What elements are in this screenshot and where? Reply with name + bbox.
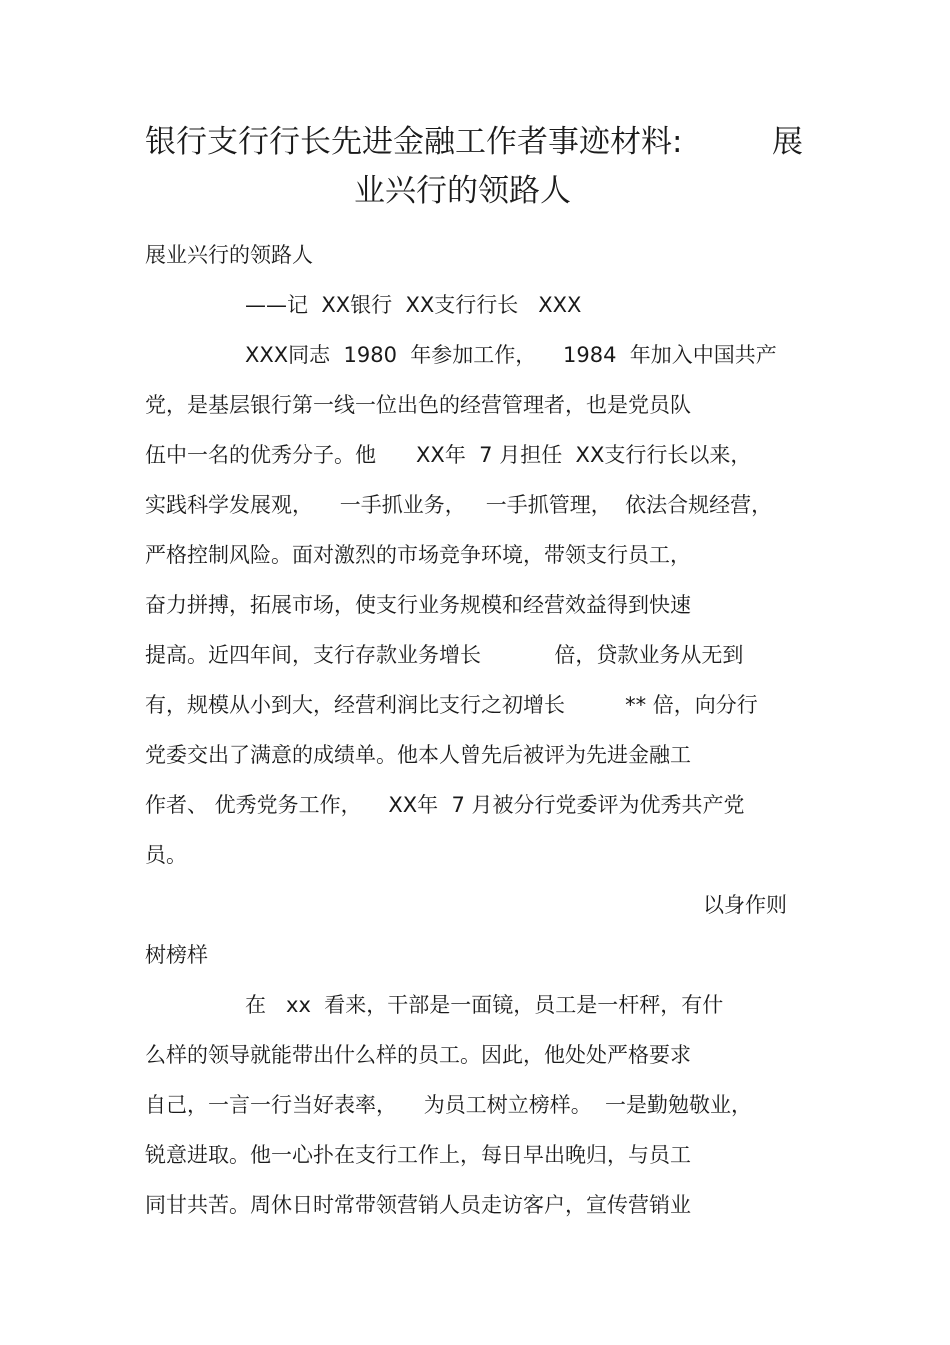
paragraph-line: 实践科学发展观， 一手抓业务， 一手抓管理， 依法合规经营， [145,493,773,517]
paragraph-line: 同甘共苦。周休日时常带领营销人员走访客户，宣传营销业 [145,1193,691,1217]
paragraph-line: XXX同志 1980 年参加工作， 1984 年加入中国共产 [245,343,777,367]
paragraph-line: 党委交出了满意的成绩单。他本人曾先后被评为先进金融工 [145,743,691,767]
document-byline: ——记 XX银行 XX支行行长 XXX [245,293,582,317]
paragraph-line: 员。 [145,843,187,867]
document-title-line-1-tail: 展 [772,124,803,160]
section-heading-left: 树榜样 [145,943,208,967]
paragraph-line: 提高。近四年间，支行存款业务增长 倍，贷款业务从无到 [145,643,744,667]
paragraph-line: 党，是基层银行第一线一位出色的经营管理者，也是党员队 [145,393,691,417]
document-title-line-1: 银行支行行长先进金融工作者事迹材料: [145,124,683,160]
paragraph-line: 自己，一言一行当好表率， 为员工树立榜样。 一是勤勉敬业， [145,1093,753,1117]
document-subtitle: 展业兴行的领路人 [145,243,313,267]
paragraph-line: 严格控制风险。面对激烈的市场竞争环境，带领支行员工， [145,543,691,567]
paragraph-line: 么样的领导就能带出什么样的员工。因此，他处处严格要求 [145,1043,691,1067]
paragraph-line: 作者、 优秀党务工作， XX年 7 月被分行党委评为优秀共产党 [145,793,745,817]
paragraph-line: 伍中一名的优秀分子。他 XX年 7 月担任 XX支行行长以来， [145,443,752,467]
document-title-line-2: 业兴行的领路人 [354,173,571,209]
paragraph-line: 在 xx 看来，干部是一面镜，员工是一杆秤，有什 [245,993,724,1017]
paragraph-line: 奋力拼搏，拓展市场，使支行业务规模和经营效益得到快速 [145,593,691,617]
paragraph-line: 有，规模从小到大，经营利润比支行之初增长 ** 倍，向分行 [145,693,758,717]
paragraph-line: 锐意进取。他一心扑在支行工作上，每日早出晚归，与员工 [145,1143,691,1167]
section-heading-right: 以身作则 [703,893,787,917]
